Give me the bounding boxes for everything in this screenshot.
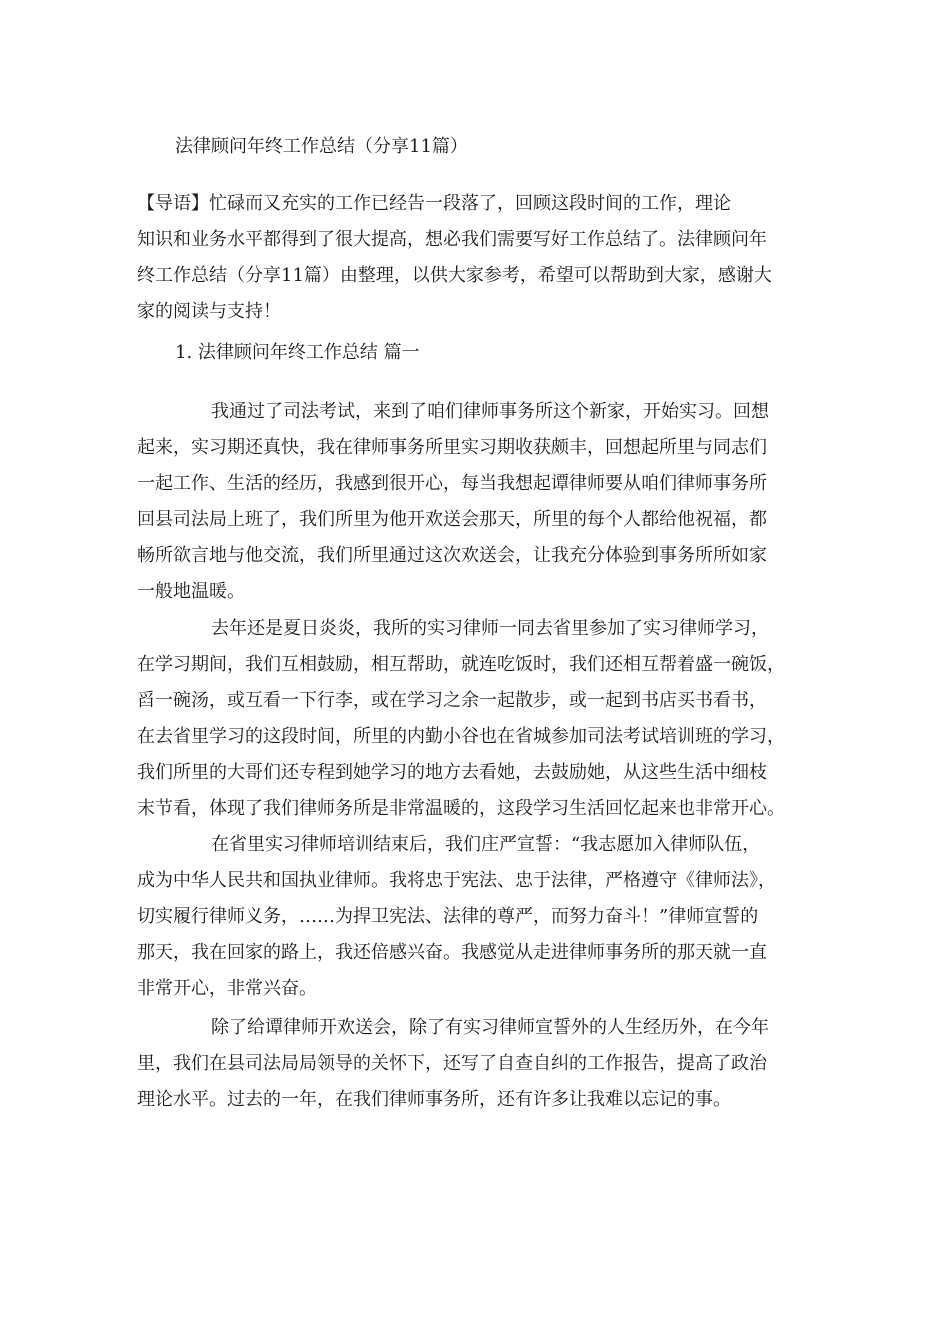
intro-line: 【导语】忙碌而又充实的工作已经告一段落了，回顾这段时间的工作，理论: [137, 193, 731, 214]
paragraph-line: 一起工作、生活的经历，我感到很开心，每当我想起谭律师要从咱们律师事务所: [137, 473, 767, 494]
paragraph-line: 舀一碗汤，或互看一下行李，或在学习之余一起散步，或一起到书店买书看书，: [137, 690, 767, 711]
intro-paragraph: [137, 186, 817, 330]
paragraph-line: 非常开心，非常兴奋。: [137, 978, 317, 999]
paragraph-line: 理论水平。过去的一年，在我们律师事务所，还有许多让我难以忘记的事。: [137, 1089, 731, 1110]
paragraph-line: 去年还是夏日炎炎，我所的实习律师一同去省里参加了实习律师学习，: [211, 618, 769, 639]
paragraph-line: 里，我们在县司法局局领导的关怀下，还写了自查自纠的工作报告，提高了政治: [137, 1053, 767, 1074]
paragraph-line: 末节看，体现了我们律师务所是非常温暖的，这段学习生活回忆起来也非常开心。: [137, 798, 785, 819]
paragraph-line: 切实履行律师义务，……为捍卫宪法、法律的尊严，而努力奋斗！”律师宣誓的: [137, 906, 759, 927]
body-paragraph-4: [137, 1010, 817, 1118]
paragraph-line: 在学习期间，我们互相鼓励，相互帮助，就连吃饭时，我们还相互帮着盛一碗饭，: [137, 654, 785, 675]
body-paragraph-1: [137, 394, 817, 610]
intro-line: 家的阅读与支持！: [137, 301, 281, 322]
document-title: 法律顾问年终工作总结（分享11篇）: [175, 136, 468, 157]
paragraph-line: 我通过了司法考试，来到了咱们律师事务所这个新家，开始实习。回想: [211, 401, 769, 422]
paragraph-line: 一般地温暖。: [137, 581, 245, 602]
paragraph-line: 起来，实习期还真快，我在律师事务所里实习期收获颇丰，回想起所里与同志们: [137, 437, 767, 458]
intro-line: 知识和业务水平都得到了很大提高，想必我们需要写好工作总结了。法律顾问年: [137, 229, 767, 250]
paragraph-line: 在省里实习律师培训结束后，我们庄严宣誓：“我志愿加入律师队伍，: [211, 834, 761, 855]
intro-line: 终工作总结（分享11篇）由整理，以供大家参考，希望可以帮助到大家，感谢大: [137, 265, 772, 286]
paragraph-line: 畅所欲言地与他交流，我们所里通过这次欢送会，让我充分体验到事务所所如家: [137, 545, 767, 566]
paragraph-line: 回县司法局上班了，我们所里为他开欢送会那天，所里的每个人都给他祝福，都: [137, 509, 767, 530]
body-paragraph-2: [137, 611, 817, 827]
paragraph-line: 成为中华人民共和国执业律师。我将忠于宪法、忠于法律，严格遵守《律师法》，: [137, 870, 776, 891]
section-heading: 1. 法律顾问年终工作总结 篇一: [175, 342, 420, 363]
paragraph-line: 除了给谭律师开欢送会，除了有实习律师宣誓外的人生经历外，在今年: [211, 1017, 769, 1038]
paragraph-line: 我们所里的大哥们还专程到她学习的地方去看她，去鼓励她，从这些生活中细枝: [137, 762, 767, 783]
paragraph-line: 在去省里学习的这段时间，所里的内勤小谷也在省城参加司法考试培训班的学习，: [137, 726, 785, 747]
paragraph-line: 那天，我在回家的路上，我还倍感兴奋。我感觉从走进律师事务所的那天就一直: [137, 942, 767, 963]
body-paragraph-3: [137, 827, 817, 1007]
